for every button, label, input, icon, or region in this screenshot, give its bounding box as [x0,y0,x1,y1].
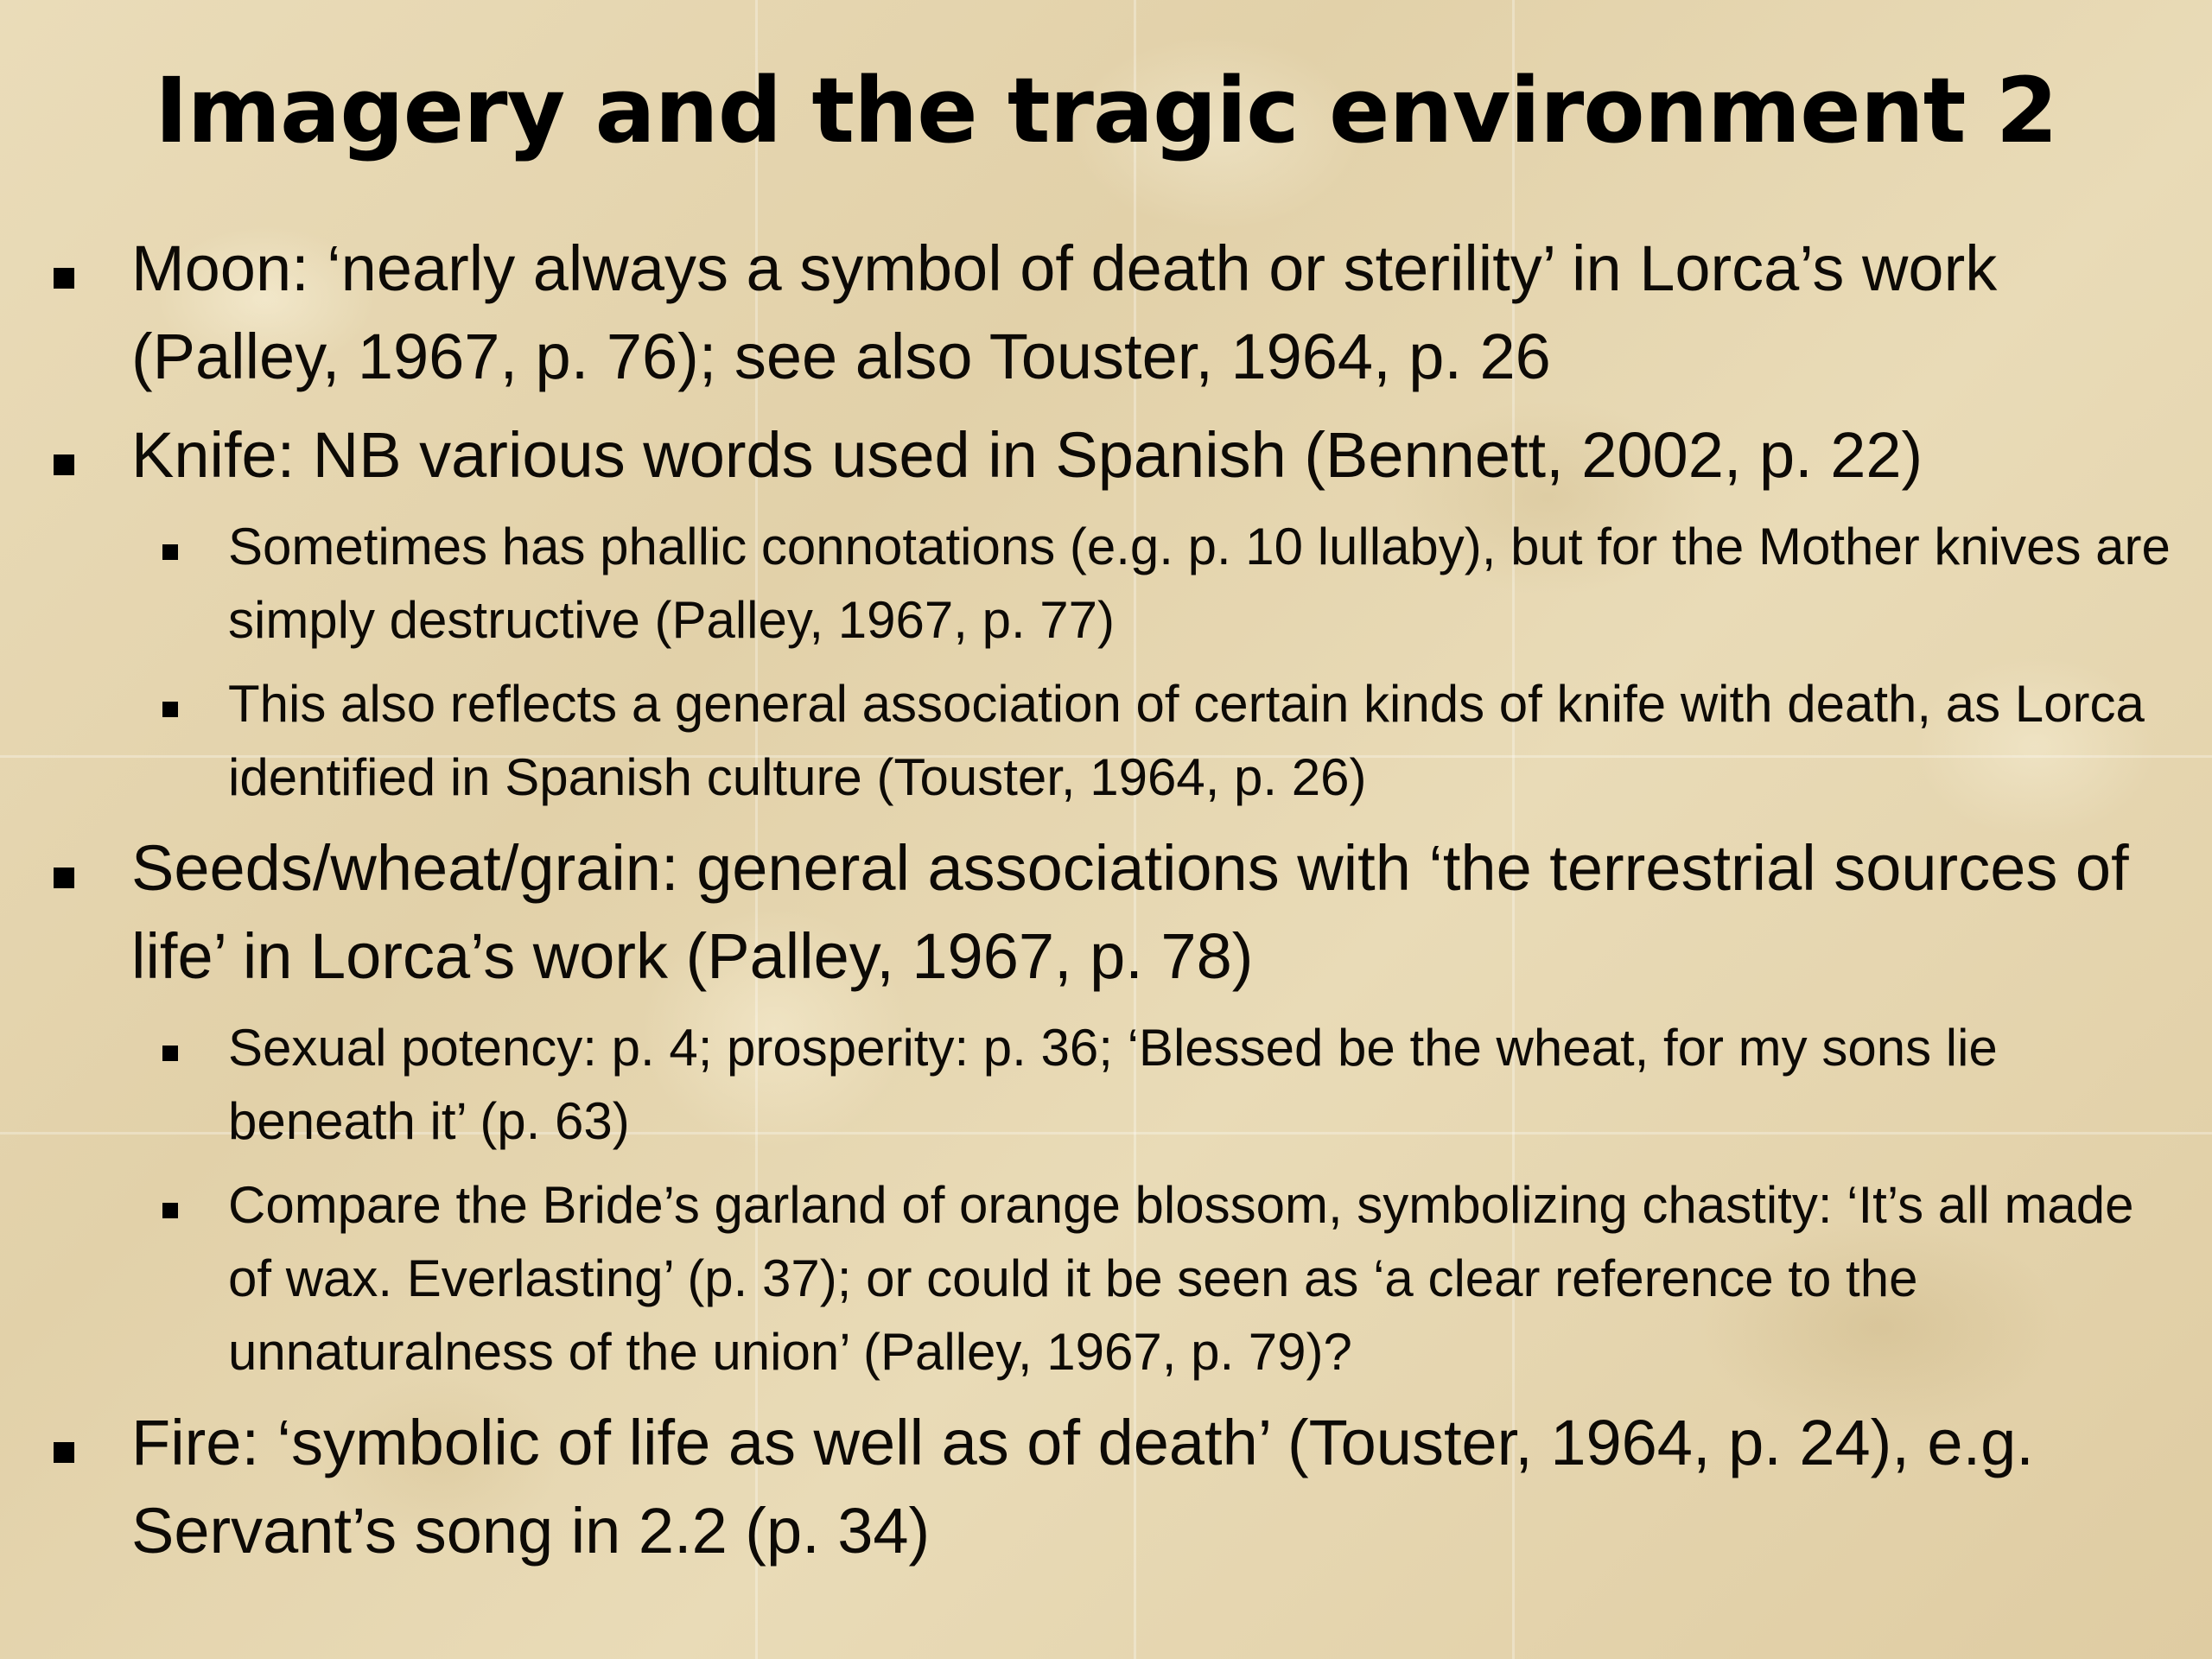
square-bullet-icon [162,544,178,560]
sub-bullet-text: Sexual potency: p. 4; prosperity: p. 36; ‘Blessed be the wheat, for my sons lie beneath it’ (p. 63) [228,1019,1998,1150]
bullet-list [0,225,2212,1586]
square-bullet-icon [54,268,74,289]
slide-title: Imagery and the tragic environment 2 [154,58,2058,163]
bullet-text: Moon: ‘nearly always a symbol of death or sterility’ in Lorca’s work (Palley, 1967, p. 76); see also Touster, 1964, p. 26 [131,232,1998,392]
sub-bullet-item [0,667,2212,814]
square-bullet-icon [162,1203,178,1218]
square-bullet-icon [54,1442,74,1463]
bullet-text: Fire: ‘symbolic of life as well as of death’ (Touster, 1964, p. 24), e.g. Servant’s song in 2.2 (p. 34) [131,1407,2034,1567]
sub-bullet-item [0,1168,2212,1389]
sub-bullet-item [0,1011,2212,1158]
sub-bullet-text: Sometimes has phallic connotations (e.g. p. 10 lullaby), but for the Mother knives are simply destructive (Palley, 1967, p. 77) [228,518,2171,649]
sub-bullet-text: This also reflects a general association of certain kinds of knife with death, as Lorca identified in Spanish culture (Touster, 1964, p. 26) [228,675,2145,806]
square-bullet-icon [162,702,178,717]
bullet-text: Seeds/wheat/grain: general associations with ‘the terrestrial sources of life’ in Lorca’s work (Palley, 1967, p. 78) [131,832,2129,992]
sub-bullet-text: Compare the Bride’s garland of orange blossom, symbolizing chastity: ‘It’s all made of wax. Everlasting’ (p. 37); or could it be seen as ‘a clear reference to the unnaturalness of the union’ (Palley, 1967, p. 79)? [228,1176,2134,1381]
square-bullet-icon [54,868,74,888]
bullet-item-seeds [0,824,2212,1001]
bullet-item-knife [0,411,2212,499]
square-bullet-icon [54,454,74,475]
bullet-item-fire [0,1399,2212,1575]
sub-bullet-item [0,510,2212,657]
bullet-item-moon [0,225,2212,401]
bullet-text: Knife: NB various words used in Spanish (Bennett, 2002, p. 22) [131,419,1923,491]
square-bullet-icon [162,1046,178,1061]
